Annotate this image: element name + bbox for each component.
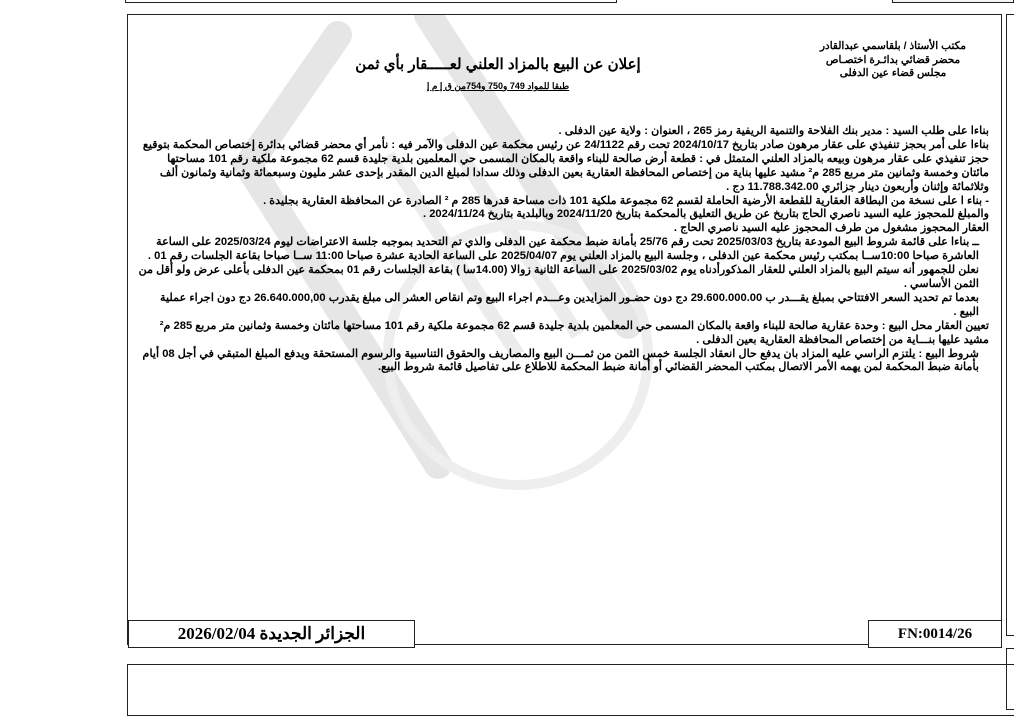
neighbor-box-top-left bbox=[125, 0, 617, 3]
paragraph-land-card: - بناء ا على نسخة من البطاقة العقارية للقطعة الأرضية الحاملة لقسم 62 مجموعة ملكية 101 ذات مساحة قدرها 285 م ² الصادرة عن المحافظة العقارية بجليدة . bbox=[263, 194, 989, 207]
neighbor-box-top-right bbox=[892, 0, 1014, 3]
paragraph-requester: بناءا على طلب السيد : مدير بنك الفلاحة والتنمية الريفية رمز 265 ، العنوان : ولاية عين الدفلى . bbox=[558, 125, 989, 137]
office-line-1: مكتب الأستاذ / بلقاسمي عبدالقادر bbox=[819, 40, 967, 52]
bailiff-office-header bbox=[813, 40, 973, 81]
office-line-3: مجلس قضاء عين الدفلى bbox=[839, 67, 947, 79]
office-line-2: محضر قضائي بدائـرة اختصـاص bbox=[825, 53, 961, 66]
paragraph-occupancy: العقار المحجوز مشغول من طرف المحجوز عليه السيد ناصري الحاج . bbox=[673, 222, 989, 235]
paragraph-seizure-order: بناءا على أمر بحجز تنفيذي على عقار مرهون صادر بتاريخ 2024/10/17 تحت رقم 24/1122 عن رئيس محكمة عين الدفلى والآمر فيه : نأمر أي محضر قضائي بدائرة إختصاص المحكمة بتوقيع حجز تنفيذي على عقار مرهون وبيعه بالمزاد العلني المتمثل في : قطعة أرض صالحة للبناء واقعة بالمكان المسمى حي المعلمين بلدية جليدة قسم 62 مجموعة ملكية رقم 101 مساحتها مائتان وخمسة وثمانين متر مربع 285 م² مشيد عليها بناية من إختصاص المحافظة العقارية بعين الدفلى وذلك سدادا لمبلغ الدين المقدر بإحدى عشر مليون وسبعمائة وثمانية وثمانون ألف وثلاثمائة وإثنان وأربعون دينار جزائري 11.788.342.00 دج . bbox=[142, 138, 989, 193]
paragraph-public-announcement: نعلن للجمهور أنه سيتم البيع بالمزاد العلني للعقار المذكورأدناه يوم 2025/03/02 على الساعة الثانية زوالا (14.00سا ) بقاعة الجلسات رقم 01 بمحكمة عين الدفلى بأعلى عرض ولو أقل من الثمن الأساسي . bbox=[138, 264, 979, 290]
neighbor-box-bottom bbox=[127, 664, 1014, 716]
notice-body bbox=[138, 125, 989, 375]
paragraph-notification: والمبلغ للمحجوز عليه السيد ناصري الحاج بتاريخ عن طريق التعليق بالمحكمة بتاريخ 2024/11/20 وبالبلدية بتاريخ 2024/11/24 . bbox=[422, 208, 989, 221]
paragraph-sale-conditions-list: ــ بناءا على قائمة شروط البيع المودعة بتاريخ 2025/03/03 تحت رقم 25/76 بأمانة ضبط محكمة عين الدفلى والذي تم التحديد بموجبه جلسة الاعتراضات ليوم 2025/03/24 على الساعة العاشرة صباحا 10:00ســا بمكتب رئيس محكمة عين الدفلى ، وجلسة البيع بالمزاد العلني يوم 2025/04/07 على الساعة الحادية عشرة صباحا 11:00 ســا صباحا بقاعة الجلسات رقم 01 . bbox=[147, 236, 979, 263]
paragraph-property-designation: تعيين العقار محل البيع : وحدة عقارية صالحة للبناء واقعة بالمكان المسمى حي المعلمين بلدية جليدة قسم 62 مجموعة ملكية رقم 101 مساحتها مائتان وخمسة وثمانين متر مربع 285 م² مشيد عليها بنـــاية من إختصاص المحافظة العقارية بعين الدفلى . bbox=[159, 319, 989, 346]
auction-notice bbox=[127, 14, 1002, 645]
paragraph-opening-price: بعدما تم تحديد السعر الافتتاحي بمبلغ يقـــدر ب 29.600.000.00 دج دون حضـور المزايدين وعـــدم اجراء البيع وتم انقاص العشر الى مبلغ يقدرب 26.640.000,00 دج دون اجراء عملية البيع . bbox=[160, 291, 979, 318]
paragraph-sale-terms: شروط البيع : يلتزم الراسي عليه المزاد بان يدفع حال انعقاد الجلسة خمس الثمن من ثمـــن البيع والمصاريف والحقوق التناسبية والرسوم المستحقة ويدفع المبلغ المتبقي في أجل 08 أيام بأمانة ضبط المحكمة لمن يهمه الأمر الاتصال بمكتب المحضر القضائي أو أمانة ضبط المحكمة للاطلاع على تفاصيل قائمة شروط البيع. bbox=[142, 347, 979, 374]
notice-title: إعلان عن البيع بالمزاد العلني لعـــــقار بأي ثمن bbox=[355, 56, 641, 73]
notice-subtitle: طبقا للمواد 749 و750 و754من ق إ م إ bbox=[426, 81, 570, 91]
file-number-label: FN:0014/26 bbox=[868, 620, 1002, 648]
neighbor-box-right bbox=[1006, 14, 1014, 636]
newspaper-date-label: الجزائر الجديدة 2026/02/04 bbox=[128, 620, 415, 648]
